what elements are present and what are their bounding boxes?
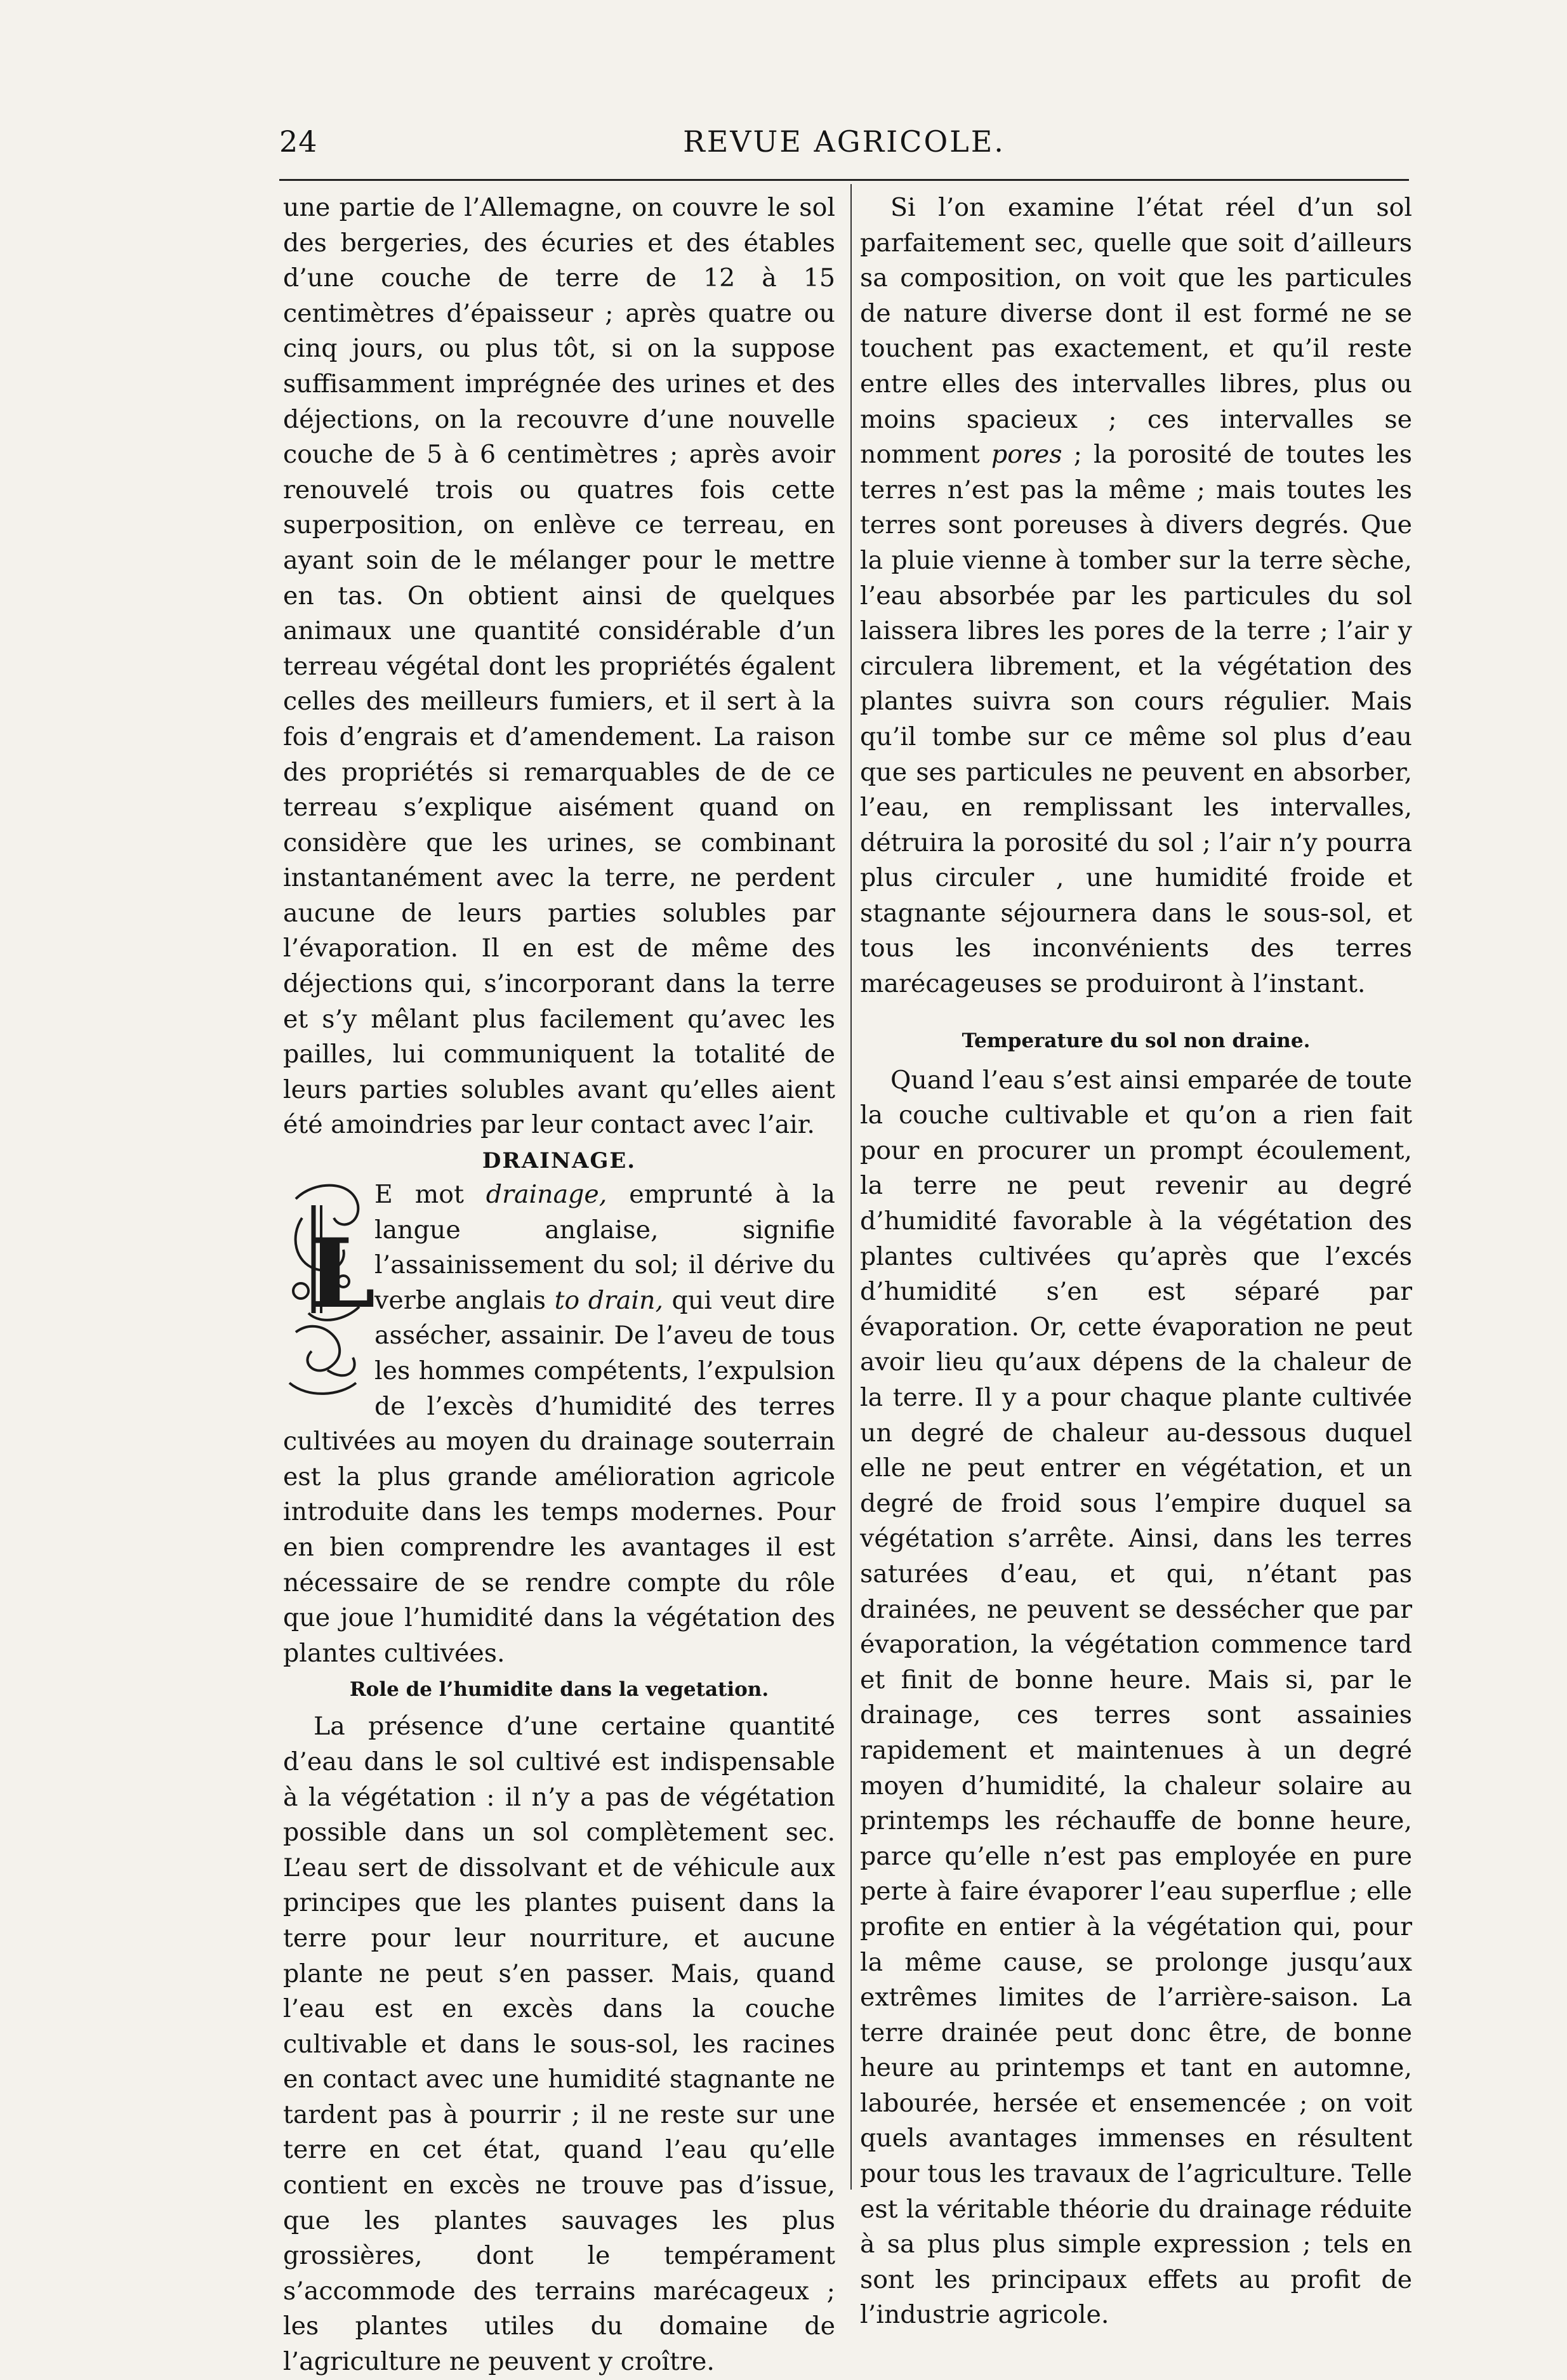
- page-header: [279, 124, 1409, 169]
- subhead-temperature: Temperature du sol non draine.: [962, 1029, 1311, 1052]
- right-paragraph-2: Quand l’eau s’est ainsi emparée de toute la couche cultivable et qu’on a rien fait pour en procurer un prompt écoulement, la terre ne peut revenir au degré d’humidité favorable à la végétation des plantes cultivées qu’après que l’excés d’humidité s’en est séparé par évaporation. Or, cette évaporation ne peut avoir lieu qu’aux dépens de la chaleur de la terre. Il y a pour chaque plante cultivée un degré de chaleur au-dessous duquel elle ne peut entrer en végétation, et un degré de froid sous l’empire duquel sa végétation s’arrête. Ainsi, dans les terres saturées d’eau, et qui, n’étant pas drainées, ne peuvent se dessécher que par évaporation, la végétation commence tard et finit de bonne heure. Mais si, par le drainage, ces terres sont assainies rapidement et maintenues à un degré moyen d’humidité, la chaleur solaire au printemps les réchauffe de bonne heure, parce qu’elle n’est pas employée en pure perte à faire évaporer l’eau superflue ; elle profite en entier à la végétation qui, pour la même cause, se prolonge jusqu’aux extrêmes limites de l’arrière-saison. La terre drainée peut donc être, de bonne heure au printemps et tant en automne, labourée, hersée et ensemencée ; on voit quels avantages immenses en résultent pour tous les travaux de l’agriculture. Telle est la véritable théorie du drainage réduite à sa plus plus simple expression ; tels en sont les principaux effets au profit de l’industrie agricole.: [860, 1065, 1412, 2330]
- drainage-rest: qui veut dire assécher, assainir. De l’aveu de tous les hommes compétents, l’expulsion de l’excès d’humidité des terres cultivées au moyen du drainage souterrain est la plus grande amélioration agricole introduite dans les temps modernes. Pour en bien comprendre les avantages il est nécessaire de se rendre compte du rôle que joue l’humidité dans la végétation des plantes cultivées.: [283, 1285, 836, 1668]
- right-paragraph-1-a: Si l’on examine l’état réel d’un sol parfaitement sec, quelle que soit d’ailleurs sa composition, on voit que les particules de nature diverse dont il est formé ne se touchent pas exactement, et qu’il reste entre elles des intervalles libres, plus ou moins spacieux ; ces intervalles se nomment: [860, 193, 1412, 470]
- column-divider: [850, 184, 852, 2190]
- page-number: 24: [279, 124, 318, 159]
- header-rule: [279, 179, 1409, 181]
- drainage-mid: emprunté à la langue anglaise, signifie l’assainissement du sol; il dérive du verbe anglais: [374, 1180, 835, 1315]
- right-paragraph-1-b: ; la porosité de toutes les terres n’est pas la même ; mais toutes les terres sont poreuses à divers degrés. Que la pluie vienne à tomber sur la terre sèche, l’eau absorbée par les particules du sol laissera libres les pores de la terre ; l’air y circulera librement, et la végétation des plantes suivra son cours régulier. Mais qu’il tombe sur ce même sol plus d’eau que ses particules ne peuvent en absorber, l’eau, en remplissant les intervalles, détruira la porosité du sol ; l’air n’y pourra plus circuler , une humidité froide et stagnante séjournera dans le sous-sol, et tous les inconvénients des terres marécageuses se produiront à l’instant.: [860, 440, 1412, 999]
- running-title: REVUE AGRICOLE.: [683, 124, 1005, 159]
- left-paragraph-1: une partie de l’Allemagne, on couvre le sol des bergeries, des écuries et des étables d’une couche de terre de 12 à 15 centimètres d’épaisseur ; après quatre ou cinq jours, ou plus tôt, si on la suppose suffisamment imprégnée des urines et des déjections, on la recouvre d’une nouvelle couche de 5 à 6 centimètres ; après avoir renouvelé trois ou quatres fois cette superposition, on enlève ce terreau, en ayant soin de le mélanger pour le mettre en tas. On obtient ainsi de quelques animaux une quantité considérable d’un terreau végétal dont les propriétés égalent celles des meilleurs fumiers, et il sert à la fois d’engrais et d’amendement. La raison des propriétés si remarquables de de ce terreau s’explique aisément quand on considère que les urines, se combinant instantanément avec la terre, ne perdent aucune de leurs parties solubles par l’évaporation. Il en est de même des déjections qui, s’incorporant dans la terre et s’y mêlant plus facilement qu’avec les pailles, lui communiquent la totalité de leurs parties solubles avant qu’elles aient été amoindries par leur contact avec l’air.: [283, 193, 835, 1140]
- dropcap-ornament-icon: [283, 1180, 376, 1399]
- to-drain-italic: to drain,: [554, 1285, 664, 1315]
- left-column: [283, 190, 835, 2380]
- pores-italic: pores: [991, 440, 1062, 470]
- ornamental-dropcap: [283, 1180, 376, 1399]
- drainage-lead: E mot: [374, 1180, 464, 1210]
- right-column: [860, 190, 1412, 2333]
- subhead-humidite: Role de l’humidite dans la vegetation.: [349, 1678, 769, 1702]
- section-title-drainage: DRAINAGE.: [482, 1148, 637, 1174]
- drainage-word: drainage,: [486, 1180, 607, 1210]
- right-paragraph-1: [860, 190, 1412, 1002]
- dropcap-letter: L: [308, 1218, 376, 1330]
- drainage-paragraph: [283, 1177, 835, 1671]
- left-paragraph-3: La présence d’une certaine quantité d’eau dans le sol cultivé est indispensable à la végétation : il n’y a pas de végétation possible dans un sol complètement sec. L’eau sert de dissolvant et de véhicule aux principes que les plantes puisent dans la terre pour leur nourriture, et aucune plante ne peut s’en passer. Mais, quand l’eau est en excès dans la couche cultivable et dans le sous-sol, les racines en contact avec une humidité stagnante ne tardent pas à pourrir ; il ne reste sur une terre en cet état, quand l’eau qu’elle contient en excès ne trouve pas d’issue, que les plantes sauvages les plus grossières, dont le tempérament s’accommode des terrains marécageux ; les plantes utiles du domaine de l’agriculture ne peuvent y croître.: [283, 1712, 835, 2377]
